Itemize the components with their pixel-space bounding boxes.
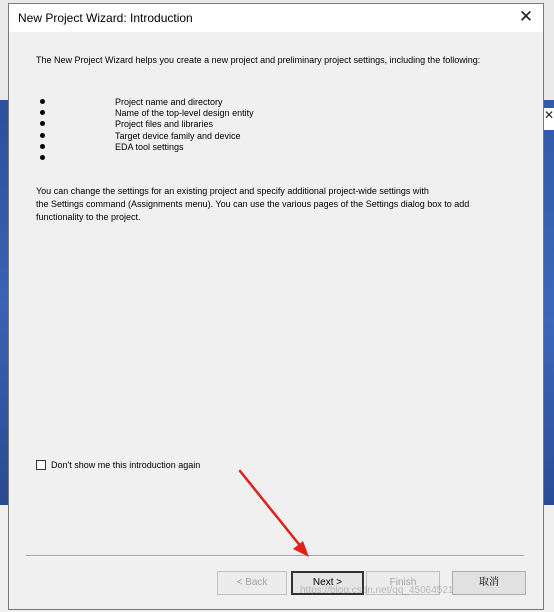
close-icon[interactable]: ✕ [518,7,534,26]
list-item-label: Project files and libraries [115,119,214,130]
bullet-icon [40,99,45,104]
finish-button[interactable]: Finish [366,571,440,595]
bullet-icon [40,110,45,115]
dont-show-again-label[interactable]: Don't show me this introduction again [51,460,201,470]
list-item-label: Name of the top-level design entity [115,108,254,119]
list-item-label: Project name and directory [115,97,223,107]
dont-show-again-checkbox[interactable] [36,460,46,470]
list-item-label: EDA tool settings [115,141,184,152]
new-project-wizard-dialog [8,3,544,610]
background-close-icon: ✕ [544,108,554,122]
back-button[interactable]: < Back [217,571,287,595]
paragraph-line: functionality to the project. [36,212,141,222]
paragraph-line: the Settings command (Assignments menu). You can use the various pages of the Settings dialog box to add [36,199,470,209]
window-title: New Project Wizard: Introduction [18,11,193,25]
bullet-icon [40,133,45,138]
settings-paragraph [36,185,469,224]
bullet-icon [40,155,45,160]
next-button[interactable]: Next > [291,571,364,595]
intro-text: The New Project Wizard helps you create a new project and preliminary project settings, including the following: [36,55,481,65]
title-bar [9,4,543,32]
bullet-icon [40,121,45,126]
bullet-icon [40,144,45,149]
list-item-label: Target device family and device [115,130,241,141]
paragraph-line: You can change the settings for an existing project and specify additional project-wide settings with [36,186,429,196]
watermark: https://blog.csdn.net/qq_45064521 [300,585,454,596]
divider [26,555,524,557]
cancel-button[interactable]: 取消 [452,571,526,595]
